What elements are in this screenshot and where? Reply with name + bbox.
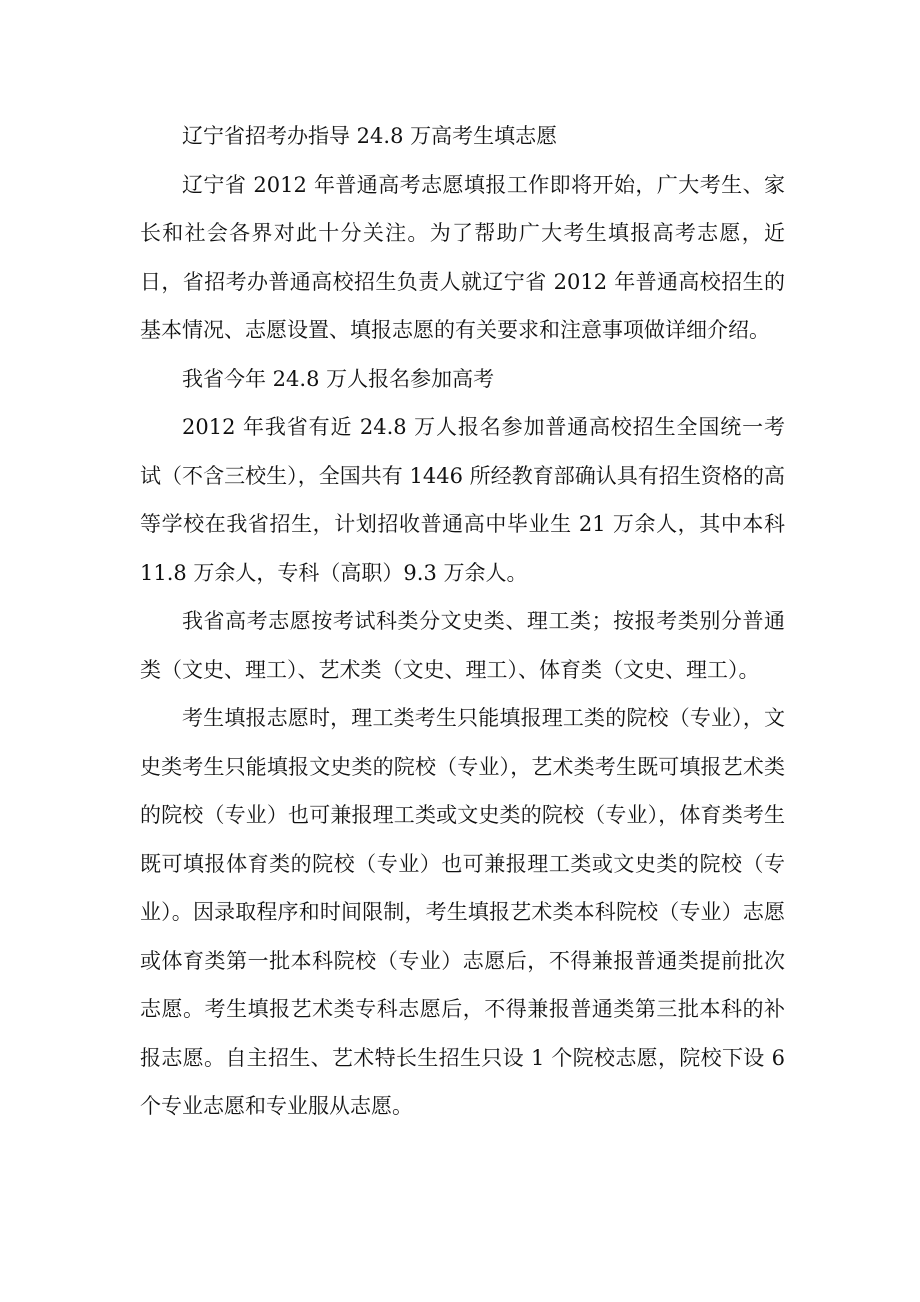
intro-paragraph: 辽宁省 2012 年普通高考志愿填报工作即将开始，广大考生、家长和社会各界对此十分关注。为了帮助广大考生填报高考志愿，近日，省招考办普通高校招生负责人就辽宁省 2012 年普通高校招生的基本情况、志愿设置、填报志愿的有关要求和注意事项做详细介绍。 xyxy=(140,172,785,342)
enrollment-paragraph: 2012 年我省有近 24.8 万人报名参加普通高校招生全国统一考试（不含三校生），全国共有 1446 所经教育部确认具有招生资格的高等学校在我省招生，计划招收普通高中毕业生 21 万余人，其中本科 11.8 万余人，专科（高职）9.3 万余人。 xyxy=(140,415,785,585)
categories-paragraph: 我省高考志愿按考试科类分文史类、理工类；按报考类别分普通类（文史、理工）、艺术类（文史、理工）、体育类（文史、理工）。 xyxy=(140,609,785,682)
filing-rules-paragraph: 考生填报志愿时，理工类考生只能填报理工类的院校（专业），文史类考生只能填报文史类的院校（专业），艺术类考生既可填报艺术类的院校（专业）也可兼报理工类或文史类的院校（专业），体育类考生既可填报体育类的院校（专业）也可兼报理工类或文史类的院校（专业）。因录取程序和时间限制，考生填报艺术类本科院校（专业）志愿或体育类第一批本科院校（专业）志愿后，不得兼报普通类提前批次志愿。考生填报艺术类专科志愿后，不得兼报普通类第三批本科的补报志愿。自主招生、艺术特长生招生只设 1 个院校志愿，院校下设 6 个专业志愿和专业服从志愿。 xyxy=(140,706,785,1118)
document-body xyxy=(140,112,785,1131)
section-subheading: 我省今年 24.8 万人报名参加高考 xyxy=(182,366,495,391)
document-title: 辽宁省招考办指导 24.8 万高考生填志愿 xyxy=(182,124,558,148)
